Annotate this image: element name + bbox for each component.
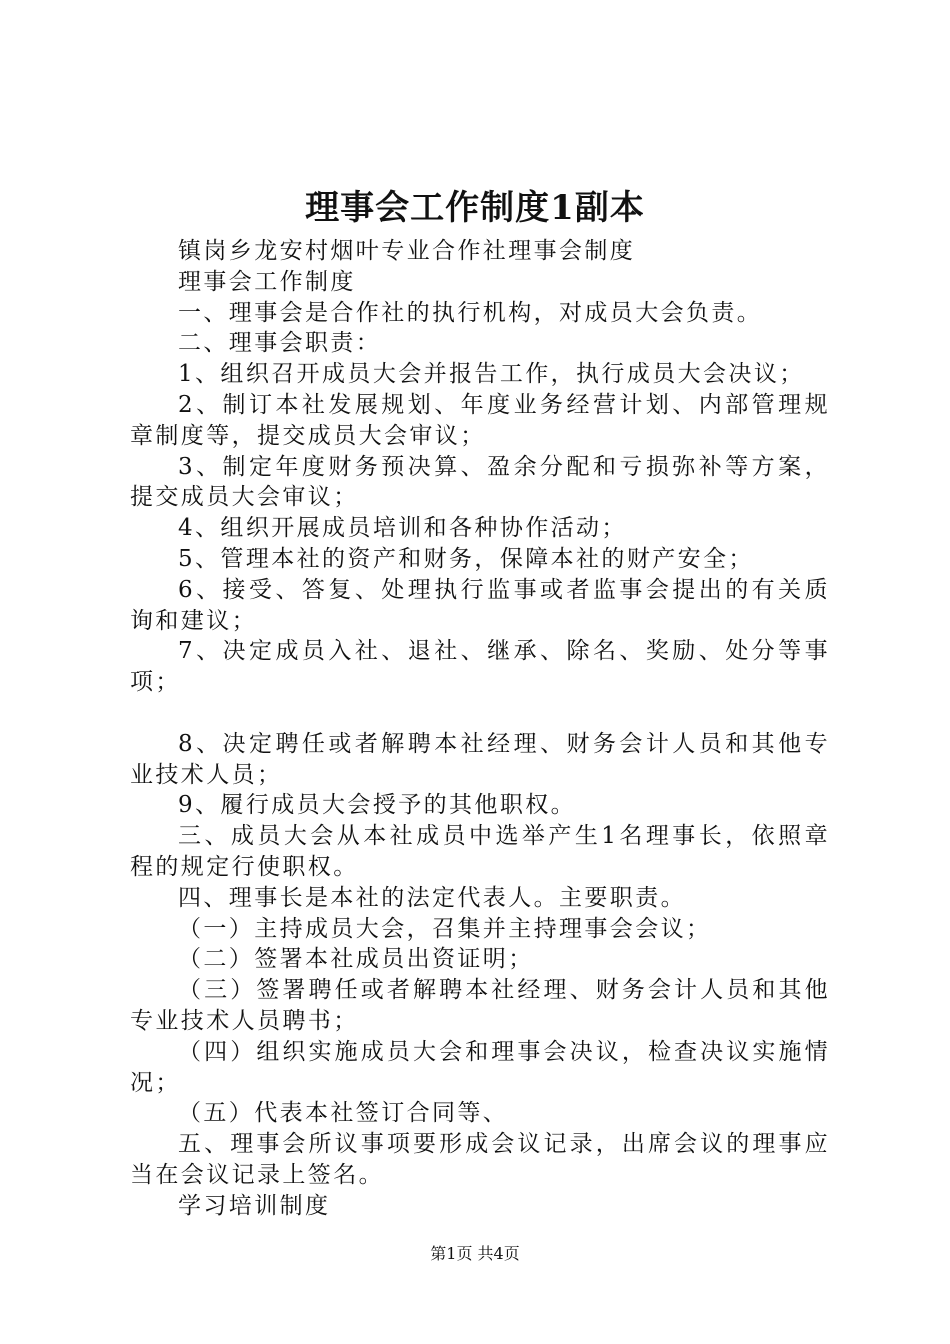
paragraph: 学习培训制度 [178, 1192, 331, 1219]
paragraph: 8、决定聘任或者解聘本社经理、财务会计人员和其他专业技术人员； [130, 730, 830, 788]
paragraph: 1、组织召开成员大会并报告工作，执行成员大会决议； [178, 361, 805, 388]
paragraph: 四、理事长是本社的法定代表人。主要职责。 [178, 884, 686, 911]
document-body [130, 236, 830, 1222]
blank-line [130, 698, 830, 729]
paragraph: 三、成员大会从本社成员中选举产生1名理事长，依照章程的规定行使职权。 [130, 823, 830, 880]
paragraph: （四）组织实施成员大会和理事会决议，检查决议实施情况； [130, 1038, 830, 1096]
page-footer: 第1页 共4页 [430, 1244, 520, 1263]
paragraph: 2、制订本社发展规划、年度业务经营计划、内部管理规章制度等，提交成员大会审议； [130, 391, 830, 449]
paragraph: 二、理事会职责： [178, 330, 382, 357]
paragraph: （三）签署聘任或者解聘本社经理、财务会计人员和其他专业技术人员聘书； [130, 977, 830, 1034]
paragraph: 理事会工作制度 [178, 268, 356, 295]
paragraph: 4、组织开展成员培训和各种协作活动； [178, 515, 627, 542]
paragraph: 7、决定成员入社、退社、继承、除名、奖励、处分等事项； [130, 638, 830, 696]
paragraph: （一）主持成员大会，召集并主持理事会会议； [178, 915, 712, 942]
paragraph: （五）代表本社签订合同等、 [178, 1100, 509, 1127]
document-title: 理事会工作制度1副本 [305, 188, 645, 228]
paragraph: （二）签署本社成员出资证明； [178, 946, 534, 973]
paragraph: 镇岗乡龙安村烟叶专业合作社理事会制度 [178, 238, 636, 264]
paragraph: 五、理事会所议事项要形成会议记录，出席会议的理事应当在会议记录上签名。 [130, 1131, 830, 1188]
paragraph: 9、履行成员大会授予的其他职权。 [178, 792, 577, 819]
paragraph: 5、管理本社的资产和财务，保障本社的财产安全； [178, 545, 754, 572]
paragraph: 6、接受、答复、处理执行监事或者监事会提出的有关质询和建议； [130, 576, 830, 634]
paragraph: 一、理事会是合作社的执行机构，对成员大会负责。 [178, 299, 763, 326]
paragraph: 3、制定年度财务预决算、盈余分配和亏损弥补等方案，提交成员大会审议； [130, 453, 830, 511]
